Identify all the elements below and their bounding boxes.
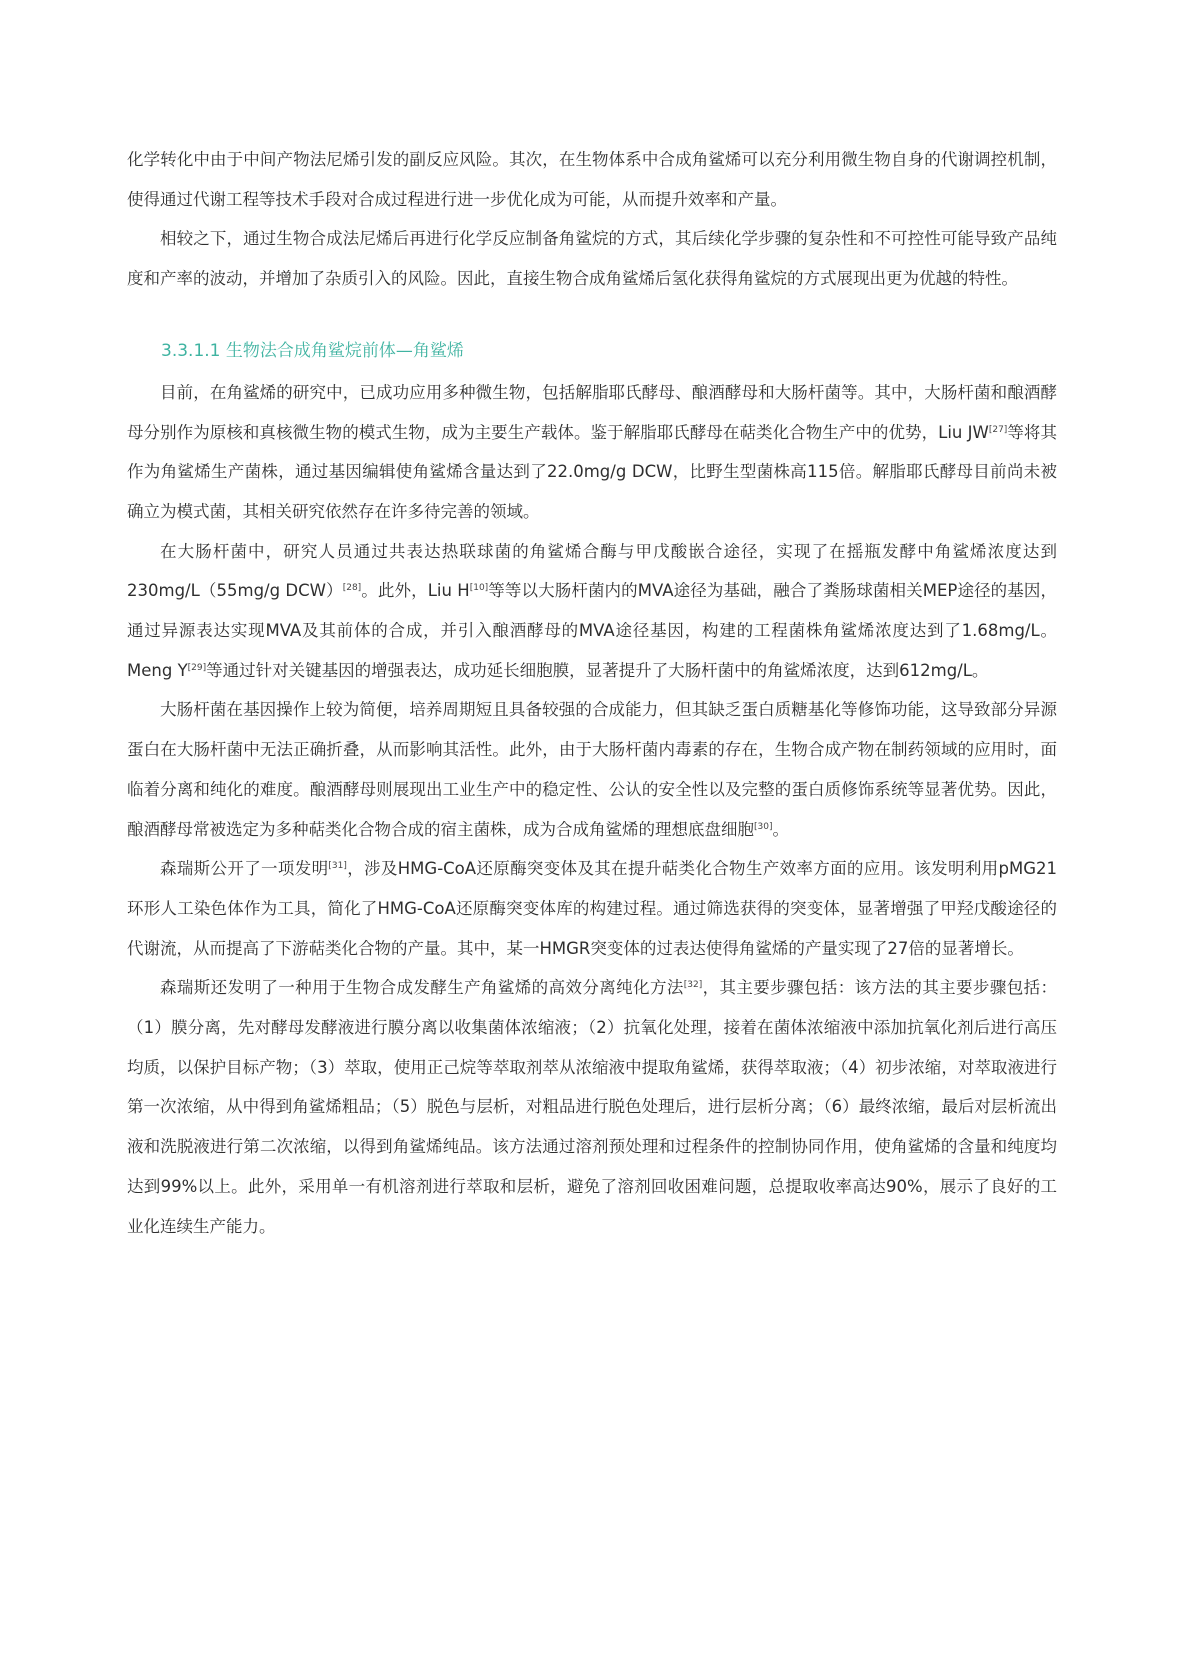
intro-paragraph-1-text: 化学转化中由于中间产物法尼烯引发的副反应风险。其次，在生物体系中合成角鲨烯可以充分利用微生物自身的代谢调控机制，使得通过代谢工程等技术手段对合成过程进行进一步优化成为可能，从而提升效率和产量。 (127, 150, 1057, 209)
paragraph-text: 目前，在角鲨烯的研究中，已成功应用多种微生物，包括解脂耶氏酵母、酿酒酵母和大肠杆菌等。其中，大肠杆菌和酿酒酵母分别作为原核和真核微生物的模式生物，成为主要生产载体。鉴于解脂耶氏酵母在萜类化合物生产中的优势，Liu JW (127, 382, 1057, 442)
paragraph-text: ，涉及HMG-CoA还原酶突变体及其在提升萜类化合物生产效率方面的应用。该发明利用pMG21环形人工染色体作为工具，简化了HMG-CoA还原酶突变体库的构建过程。通过筛选获得的突变体，显著增强了甲羟戊酸途径的代谢流，从而提高了下游萜类化合物的产量。其中，某一HMGR突变体的过表达使得角鲨烯的产量实现了27倍的显著增长。 (127, 859, 1057, 958)
intro-paragraph-1 (127, 140, 1057, 219)
citation-ref[interactable]: [30] (754, 821, 773, 832)
paragraph-text: 。此外，Liu H (361, 581, 470, 601)
intro-paragraph-2 (127, 219, 1057, 298)
citation-ref[interactable]: [32] (683, 980, 703, 991)
citation-ref[interactable]: [10] (469, 583, 489, 594)
section-heading: 3.3.1.1 生物法合成角鲨烷前体—角鲨烯 (161, 340, 464, 361)
citation-ref[interactable]: [27] (988, 424, 1008, 435)
paragraph-ecoli-vs-yeast (127, 690, 1057, 849)
paragraph-text: 等等以大肠杆菌内的MVA途径为基础，融合了粪肠球菌相关MEP途径的基因，通过异源表达实现MVA及其前体的合成，并引入酿酒酵母的MVA途径基因，构建的工程菌株角鲨烯浓度达到了1.68mg/L。Meng Y (127, 581, 1058, 680)
document-body (127, 140, 1057, 1246)
citation-ref[interactable]: [31] (328, 861, 347, 872)
paragraph-text: 森瑞斯还发明了一种用于生物合成发酵生产角鲨烯的高效分离纯化方法 (160, 978, 684, 998)
paragraph-text: 。 (772, 819, 789, 839)
intro-paragraph-2-text: 相较之下，通过生物合成法尼烯后再进行化学反应制备角鲨烷的方式，其后续化学步骤的复杂性和不可控性可能导致产品纯度和产率的波动，并增加了杂质引入的风险。因此，直接生物合成角鲨烯后氢化获得角鲨烷的方式展现出更为优越的特性。 (127, 229, 1057, 289)
citation-ref[interactable]: [29] (187, 662, 207, 673)
paragraph-microbes (127, 373, 1057, 532)
paragraph-text: 等通过针对关键基因的增强表达，成功延长细胞膜，显著提升了大肠杆菌中的角鲨烯浓度，达到612mg/L。 (206, 660, 989, 680)
citation-ref[interactable]: [28] (342, 583, 362, 594)
paragraph-ecoli (127, 532, 1057, 691)
paragraph-patent-purification (127, 968, 1057, 1246)
paragraph-text: ，其主要步骤包括：该方法的其主要步骤包括：（1）膜分离，先对酵母发酵液进行膜分离以收集菌体浓缩液；（2）抗氧化处理，接着在菌体浓缩液中添加抗氧化剂后进行高压均质，以保护目标产物；（3）萃取，使用正己烷等萃取剂萃从浓缩液中提取角鲨烯，获得萃取液；（4）初步浓缩，对萃取液进行第一次浓缩，从中得到角鲨烯粗品；（5）脱色与层析，对粗品进行脱色处理后，进行层析分离；（6）最终浓缩，最后对层析流出液和洗脱液进行第二次浓缩，以得到角鲨烯纯品。该方法通过溶剂预处理和过程条件的控制协同作用，使角鲨烯的含量和纯度均达到99%以上。此外，采用单一有机溶剂进行萃取和层析，避免了溶剂回收困难问题，总提取收率高达90%，展示了良好的工业化连续生产能力。 (127, 978, 1058, 1236)
paragraph-text: 大肠杆菌在基因操作上较为简便，培养周期短且具备较强的合成能力，但其缺乏蛋白质糖基化等修饰功能，这导致部分异源蛋白在大肠杆菌中无法正确折叠，从而影响其活性。此外，由于大肠杆菌内毒素的存在，生物合成产物在制药领域的应用时，面临着分离和纯化的难度。酿酒酵母则展现出工业生产中的稳定性、公认的安全性以及完整的蛋白质修饰系统等显著优势。因此，酿酒酵母常被选定为多种萜类化合物合成的宿主菌株，成为合成角鲨烯的理想底盘细胞 (127, 700, 1057, 839)
paragraph-patent-hmg (127, 849, 1057, 968)
paragraph-text: 森瑞斯公开了一项发明 (160, 859, 329, 879)
paragraph-text: 在大肠杆菌中，研究人员通过共表达热联球菌的角鲨烯合酶与甲戊酸嵌合途径，实现了在摇瓶发酵中角鲨烯浓度达到230mg/L（55mg/g DCW） (127, 541, 1057, 601)
paragraph-text: 等将其作为角鲨烯生产菌株，通过基因编辑使角鲨烯含量达到了22.0mg/g DCW，比野生型菌株高115倍。解脂耶氏酵母目前尚未被确立为模式菌，其相关研究依然存在许多待完善的领域。 (127, 422, 1057, 521)
